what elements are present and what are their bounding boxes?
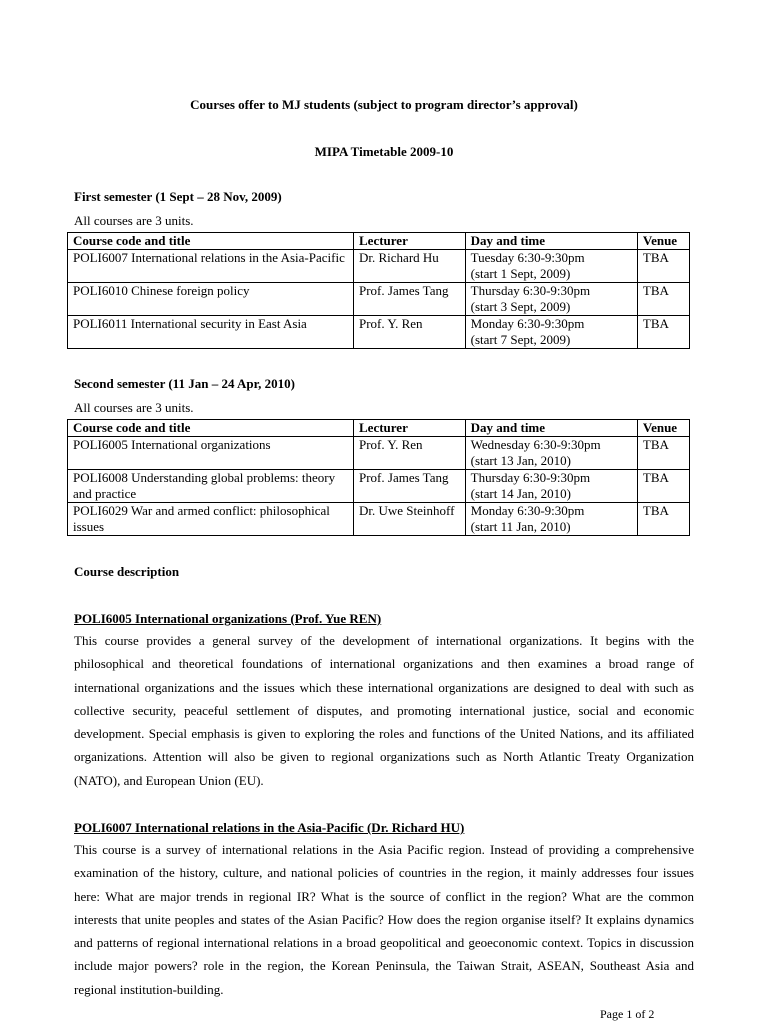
venue-cell: TBA — [637, 283, 689, 316]
lecturer-cell: Prof. James Tang — [354, 470, 466, 503]
course-paragraph: This course is a survey of international relations in the Asia Pacific region. Instead of providing a comprehensive examination of the history, culture, and national policies of countries in the region, it mainly addresses four issues here: What are major trends in regional IR? What is the source of conflict in the region? What are the common interests that unite peoples and states of the Asian Pacific? How does the region organise itself? It explains dynamics and patterns of regional international relations in a broad geopolitical and geoeconomic context. Topics in discussion include major powers? role in the region, the Korean Peninsula, the Taiwan Strait, ASEAN, Southeast Asia and regional institution-building. — [74, 842, 694, 997]
column-header: Day and time — [465, 233, 637, 250]
day-time: Monday 6:30-9:30pm — [470, 316, 585, 331]
table-row — [68, 437, 690, 470]
page-number: Page 1 of 2 — [600, 1007, 655, 1021]
course-title: POLI6005 International organizations (Prof. Yue REN) — [74, 611, 382, 626]
venue-cell: TBA — [637, 503, 689, 536]
column-header: Day and time — [465, 420, 637, 437]
start-date: (start 14 Jan, 2010) — [470, 486, 572, 501]
column-header: Lecturer — [354, 233, 466, 250]
semester2-note: All courses are 3 units. — [74, 400, 194, 415]
semester2-table — [67, 419, 690, 536]
lecturer-cell: Prof. Y. Ren — [354, 437, 466, 470]
semester2-heading: Second semester (11 Jan – 24 Apr, 2010) — [74, 376, 295, 391]
table-header-row — [68, 420, 690, 437]
start-date: (start 11 Jan, 2010) — [470, 519, 571, 534]
lecturer-cell: Prof. Y. Ren — [354, 316, 466, 349]
course-title: POLI6007 International relations in the Asia-Pacific (Dr. Richard HU) — [74, 820, 465, 835]
time-cell — [465, 437, 637, 470]
start-date: (start 13 Jan, 2010) — [470, 453, 572, 468]
start-date: (start 3 Sept, 2009) — [470, 299, 571, 314]
course-paragraph: This course provides a general survey of the development of international organizations. It begins with the philosophical and theoretical foundations of international organizations and then examines a broad range of international organizations and the issues which these international organizations are designed to deal with such as collective security, peaceful settlement of disputes, and promoting international justice, social and economic development. Special emphasis is given to exploring the roles and functions of the United Nations, and its affiliated organizations. Attention will also be given to regional organizations such as North Atlantic Treaty Organization (NATO), and European Union (EU). — [74, 633, 694, 788]
column-header: Venue — [637, 233, 689, 250]
day-time: Tuesday 6:30-9:30pm — [470, 250, 585, 265]
time-cell — [465, 283, 637, 316]
lecturer-cell: Dr. Uwe Steinhoff — [354, 503, 466, 536]
time-cell — [465, 503, 637, 536]
table-row — [68, 316, 690, 349]
time-cell — [465, 470, 637, 503]
venue-cell: TBA — [637, 250, 689, 283]
time-cell — [465, 250, 637, 283]
column-header: Course code and title — [68, 420, 354, 437]
start-date: (start 1 Sept, 2009) — [470, 266, 571, 281]
day-time: Thursday 6:30-9:30pm — [470, 283, 591, 298]
course-cell: POLI6007 International relations in the Asia-Pacific — [68, 250, 354, 283]
column-header: Course code and title — [68, 233, 354, 250]
table-header-row — [68, 233, 690, 250]
table-row — [68, 283, 690, 316]
course-cell: POLI6005 International organizations — [68, 437, 354, 470]
column-header: Venue — [637, 420, 689, 437]
day-time: Thursday 6:30-9:30pm — [470, 470, 591, 485]
semester1-note: All courses are 3 units. — [74, 213, 194, 228]
document-title: Courses offer to MJ students (subject to program director’s approval) — [190, 97, 578, 112]
day-time: Monday 6:30-9:30pm — [470, 503, 585, 518]
time-cell — [465, 316, 637, 349]
description-heading: Course description — [74, 564, 180, 579]
day-time: Wednesday 6:30-9:30pm — [470, 437, 601, 452]
table-row — [68, 470, 690, 503]
course-cell: POLI6008 Understanding global problems: theory and practice — [68, 470, 354, 503]
start-date: (start 7 Sept, 2009) — [470, 332, 571, 347]
table-row — [68, 250, 690, 283]
venue-cell: TBA — [637, 437, 689, 470]
semester1-heading: First semester (1 Sept – 28 Nov, 2009) — [74, 189, 282, 204]
venue-cell: TBA — [637, 470, 689, 503]
table-row — [68, 503, 690, 536]
lecturer-cell: Prof. James Tang — [354, 283, 466, 316]
course-cell: POLI6011 International security in East Asia — [68, 316, 354, 349]
column-header: Lecturer — [354, 420, 466, 437]
course-cell: POLI6010 Chinese foreign policy — [68, 283, 354, 316]
venue-cell: TBA — [637, 316, 689, 349]
lecturer-cell: Dr. Richard Hu — [354, 250, 466, 283]
course-cell: POLI6029 War and armed conflict: philosophical issues — [68, 503, 354, 536]
semester1-table — [67, 232, 690, 349]
document-subtitle: MIPA Timetable 2009-10 — [314, 144, 454, 159]
